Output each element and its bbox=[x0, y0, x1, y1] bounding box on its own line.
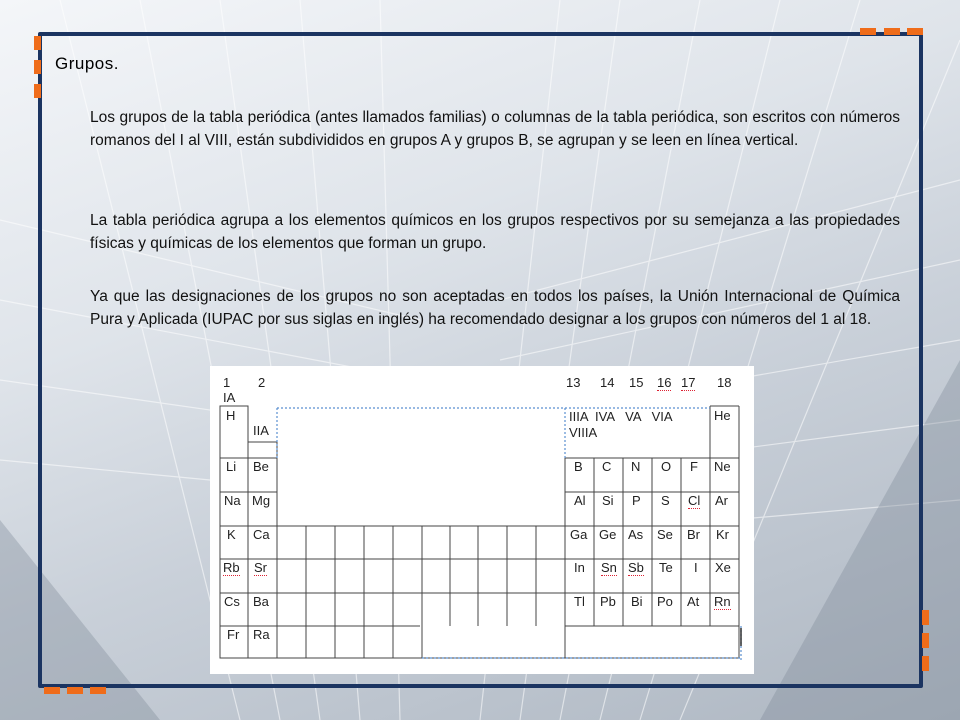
paragraph-iupac: Ya que las designaciones de los grupos no son aceptadas en todos los países, la Unión Internacional de Química Pura y Aplicada (IUPAC por sus siglas en inglés) ha recomendado designar a los grupos con números del 1 al 18. bbox=[90, 288, 900, 328]
element-As: As bbox=[628, 527, 644, 542]
element-O: O bbox=[661, 459, 672, 474]
element-Ge: Ge bbox=[599, 527, 617, 542]
element-Sb: Sb bbox=[628, 560, 644, 575]
element-I: I bbox=[694, 560, 698, 575]
orange-dash-decoration bbox=[44, 687, 60, 694]
group-number-18: 18 bbox=[717, 375, 732, 390]
element-Li: Li bbox=[226, 459, 237, 474]
element-Pb: Pb bbox=[600, 594, 616, 609]
roman-viiia: VIIIA bbox=[569, 425, 598, 440]
element-P: P bbox=[632, 493, 641, 508]
orange-dash-decoration bbox=[34, 36, 41, 50]
orange-dash-decoration bbox=[922, 633, 929, 648]
element-S: S bbox=[661, 493, 670, 508]
element-Fr: Fr bbox=[227, 627, 240, 642]
group-number-1: 1 bbox=[223, 375, 231, 390]
element-K: K bbox=[227, 527, 236, 542]
group-number-15: 15 bbox=[629, 375, 644, 390]
element-Rb: Rb bbox=[223, 560, 240, 575]
element-Ra: Ra bbox=[253, 627, 270, 642]
element-Sr: Sr bbox=[254, 560, 267, 575]
group-number-17: 17 bbox=[681, 375, 696, 390]
element-Bi: Bi bbox=[631, 594, 643, 609]
element-Be: Be bbox=[253, 459, 269, 474]
orange-dash-decoration bbox=[884, 28, 900, 35]
element-H: H bbox=[226, 408, 236, 423]
element-Se: Se bbox=[657, 527, 673, 542]
element-Ca: Ca bbox=[253, 527, 270, 542]
element-Tl: Tl bbox=[574, 594, 585, 609]
element-B: B bbox=[574, 459, 583, 474]
element-Cs: Cs bbox=[224, 594, 240, 609]
element-F: F bbox=[690, 459, 698, 474]
element-Xe: Xe bbox=[715, 560, 731, 575]
roman-iia: IIA bbox=[253, 423, 269, 438]
periodic-table bbox=[210, 366, 754, 674]
section-heading: Grupos. bbox=[55, 54, 119, 73]
element-Ba: Ba bbox=[253, 594, 269, 609]
orange-dash-decoration bbox=[67, 687, 83, 694]
orange-dash-decoration bbox=[34, 60, 41, 74]
element-C: C bbox=[602, 459, 612, 474]
element-Rn: Rn bbox=[714, 594, 731, 609]
element-Kr: Kr bbox=[716, 527, 729, 542]
paragraph-groups-roman: Los grupos de la tabla periódica (antes llamados familias) o columnas de la tabla periódica, son escritos con números romanos del I al VIII, están subdivididos en grupos A y grupos B, se agrupan y se leen en línea vertical. bbox=[90, 109, 900, 149]
group-number-14: 14 bbox=[600, 375, 615, 390]
orange-dash-decoration bbox=[860, 28, 876, 35]
element-Ne: Ne bbox=[714, 459, 731, 474]
element-N: N bbox=[631, 459, 641, 474]
element-Te: Te bbox=[659, 560, 673, 575]
element-Al: Al bbox=[574, 493, 586, 508]
element-Br: Br bbox=[687, 527, 700, 542]
orange-dash-decoration bbox=[922, 656, 929, 671]
orange-dash-decoration bbox=[907, 28, 923, 35]
element-Cl: Cl bbox=[688, 493, 701, 508]
element-Mg: Mg bbox=[252, 493, 271, 508]
element-He: He bbox=[714, 408, 731, 423]
group-number-2: 2 bbox=[258, 375, 266, 390]
roman-ia: IA bbox=[223, 390, 236, 405]
element-Sn: Sn bbox=[601, 560, 617, 575]
element-At: At bbox=[687, 594, 700, 609]
element-Na: Na bbox=[224, 493, 241, 508]
orange-dash-decoration bbox=[34, 84, 41, 98]
group-number-13: 13 bbox=[566, 375, 581, 390]
group-number-16: 16 bbox=[657, 375, 672, 390]
element-Si: Si bbox=[602, 493, 614, 508]
orange-dash-decoration bbox=[90, 687, 106, 694]
element-Ar: Ar bbox=[715, 493, 728, 508]
element-Ga: Ga bbox=[570, 527, 588, 542]
paragraph-groups-properties: La tabla periódica agrupa a los elementos químicos en los grupos respectivos por su semejanza a las propiedades físicas y químicas de los elementos que forman un grupo. bbox=[90, 212, 900, 252]
roman-iiia-via: IIIA IVA VA VIA bbox=[569, 409, 673, 424]
element-In: In bbox=[574, 560, 585, 575]
element-Po: Po bbox=[657, 594, 673, 609]
orange-dash-decoration bbox=[922, 610, 929, 625]
